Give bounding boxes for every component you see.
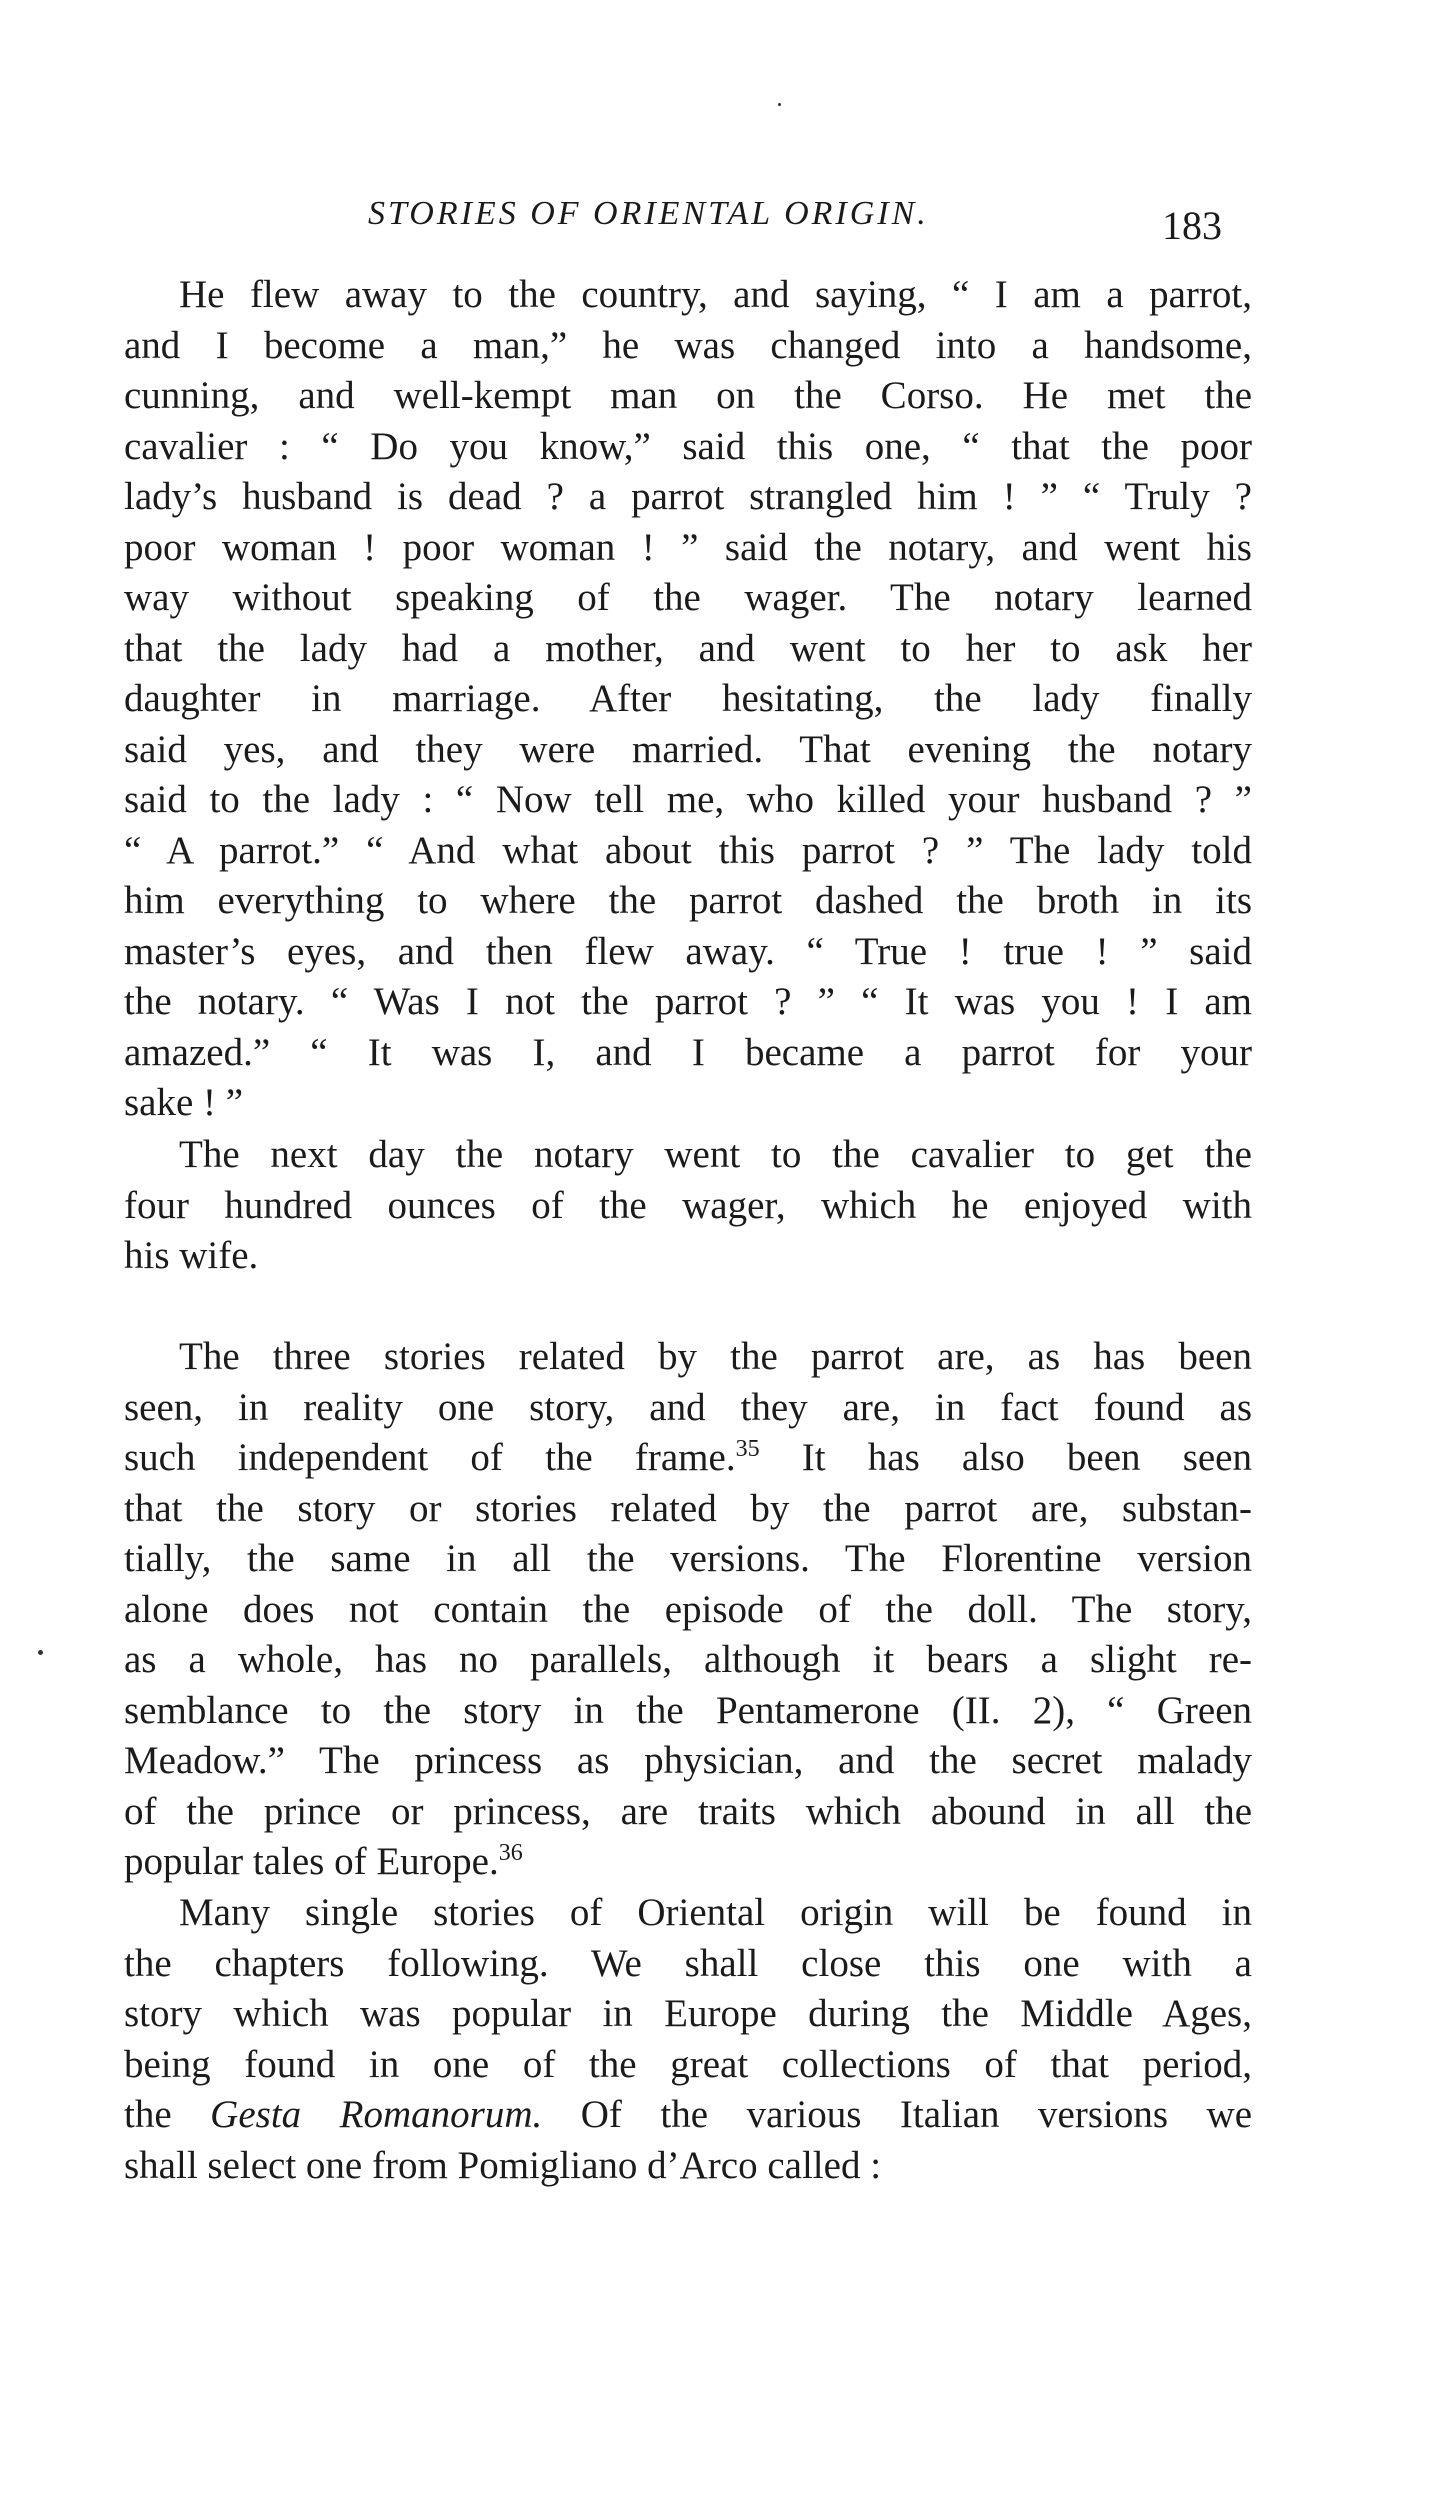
text-line: the chapters following. We shall close this one with a <box>124 1941 1252 1985</box>
text-line: poor woman ! poor woman ! ” said the notary, and went his <box>124 525 1252 569</box>
text-segment: such independent of the frame. <box>124 1436 736 1479</box>
text-line: way without speaking of the wager. The notary learned <box>124 576 1252 619</box>
text-line: his wife. <box>124 1234 259 1277</box>
text-segment: Of the various Italian versions we <box>580 2093 1252 2136</box>
text-line: said yes, and they were married. That evening the notary <box>124 727 1252 771</box>
text-line: him everything to where the parrot dashed the broth in its <box>124 879 1252 922</box>
text-segment: the <box>124 2093 172 2136</box>
paragraph-3 <box>124 1332 1252 1888</box>
paragraph-1 <box>124 270 1252 1129</box>
text-line: of the prince or princess, are traits which abound in all the <box>124 1789 1252 1833</box>
text-line: master’s eyes, and then flew away. “ True ! true ! ” said <box>124 929 1252 973</box>
text-segment: popular tales of Europe. <box>124 1840 499 1883</box>
text-line: and I become a man,” he was changed into a handsome, <box>124 323 1252 367</box>
text-line: tially, the same in all the versions. The Florentine version <box>124 1537 1252 1580</box>
text-line: “ A parrot.” “ And what about this parrot ? ” The lady told <box>124 828 1252 872</box>
page-number: 183 <box>1162 203 1222 248</box>
text-line: sake ! ” <box>124 1081 244 1124</box>
text-line: cavalier : “ Do you know,” said this one, “ that the poor <box>124 424 1252 468</box>
text-line: The three stories related by the parrot are, as has been <box>179 1335 1252 1378</box>
text-segment: It has also been seen <box>801 1436 1252 1479</box>
text-line: He flew away to the country, and saying, “ I am a parrot, <box>179 273 1252 316</box>
footnote-ref-36: 36 <box>498 1840 523 1866</box>
text-line: daughter in marriage. After hesitating, the lady finally <box>124 677 1252 720</box>
italic-title: Gesta Romanorum. <box>210 2093 543 2136</box>
text-line-with-footnote <box>124 1837 1252 1888</box>
text-line: lady’s husband is dead ? a parrot strangled him ! ” “ Truly ? <box>124 475 1252 518</box>
text-line: that the story or stories related by the parrot are, substan- <box>124 1486 1252 1530</box>
text-line: the notary. “ Was I not the parrot ? ” “ It was you ! I am <box>124 980 1252 1023</box>
text-line-with-title <box>124 2090 1252 2141</box>
text-line: being found in one of the great collections of that period, <box>124 2042 1252 2086</box>
text-line: seen, in reality one story, and they are, in fact found as <box>124 1385 1252 1429</box>
text-line: semblance to the story in the Pentamerone (II. 2), “ Green <box>124 1688 1252 1732</box>
text-line: shall select one from Pomigliano d’Arco called : <box>124 2143 882 2187</box>
text-line: story which was popular in Europe during the Middle Ages, <box>124 1992 1252 2035</box>
text-line: said to the lady : “ Now tell me, who killed your husband ? ” <box>124 778 1252 821</box>
text-line: amazed.” “ It was I, and I became a parrot for your <box>124 1030 1252 1074</box>
paragraph-4 <box>124 1888 1252 2191</box>
text-line: alone does not contain the episode of the doll. The story, <box>124 1587 1252 1631</box>
text-line-with-footnote <box>124 1433 1252 1484</box>
scan-speck <box>38 1650 43 1655</box>
text-line: as a whole, has no parallels, although it bears a slight re- <box>124 1638 1252 1681</box>
scan-speck <box>778 103 781 106</box>
text-line: four hundred ounces of the wager, which he enjoyed with <box>124 1183 1252 1227</box>
text-line: The next day the notary went to the cavalier to get the <box>179 1133 1252 1176</box>
running-title: STORIES OF ORIENTAL ORIGIN. <box>368 195 929 232</box>
text-line: cunning, and well-kempt man on the Corso. He met the <box>124 374 1252 417</box>
text-line: Meadow.” The princess as physician, and the secret malady <box>124 1739 1252 1782</box>
footnote-ref-35: 35 <box>735 1436 760 1462</box>
text-line: that the lady had a mother, and went to her to ask her <box>124 626 1252 670</box>
text-line: Many single stories of Oriental origin will be found in <box>179 1891 1252 1934</box>
paragraph-2 <box>124 1130 1252 1282</box>
